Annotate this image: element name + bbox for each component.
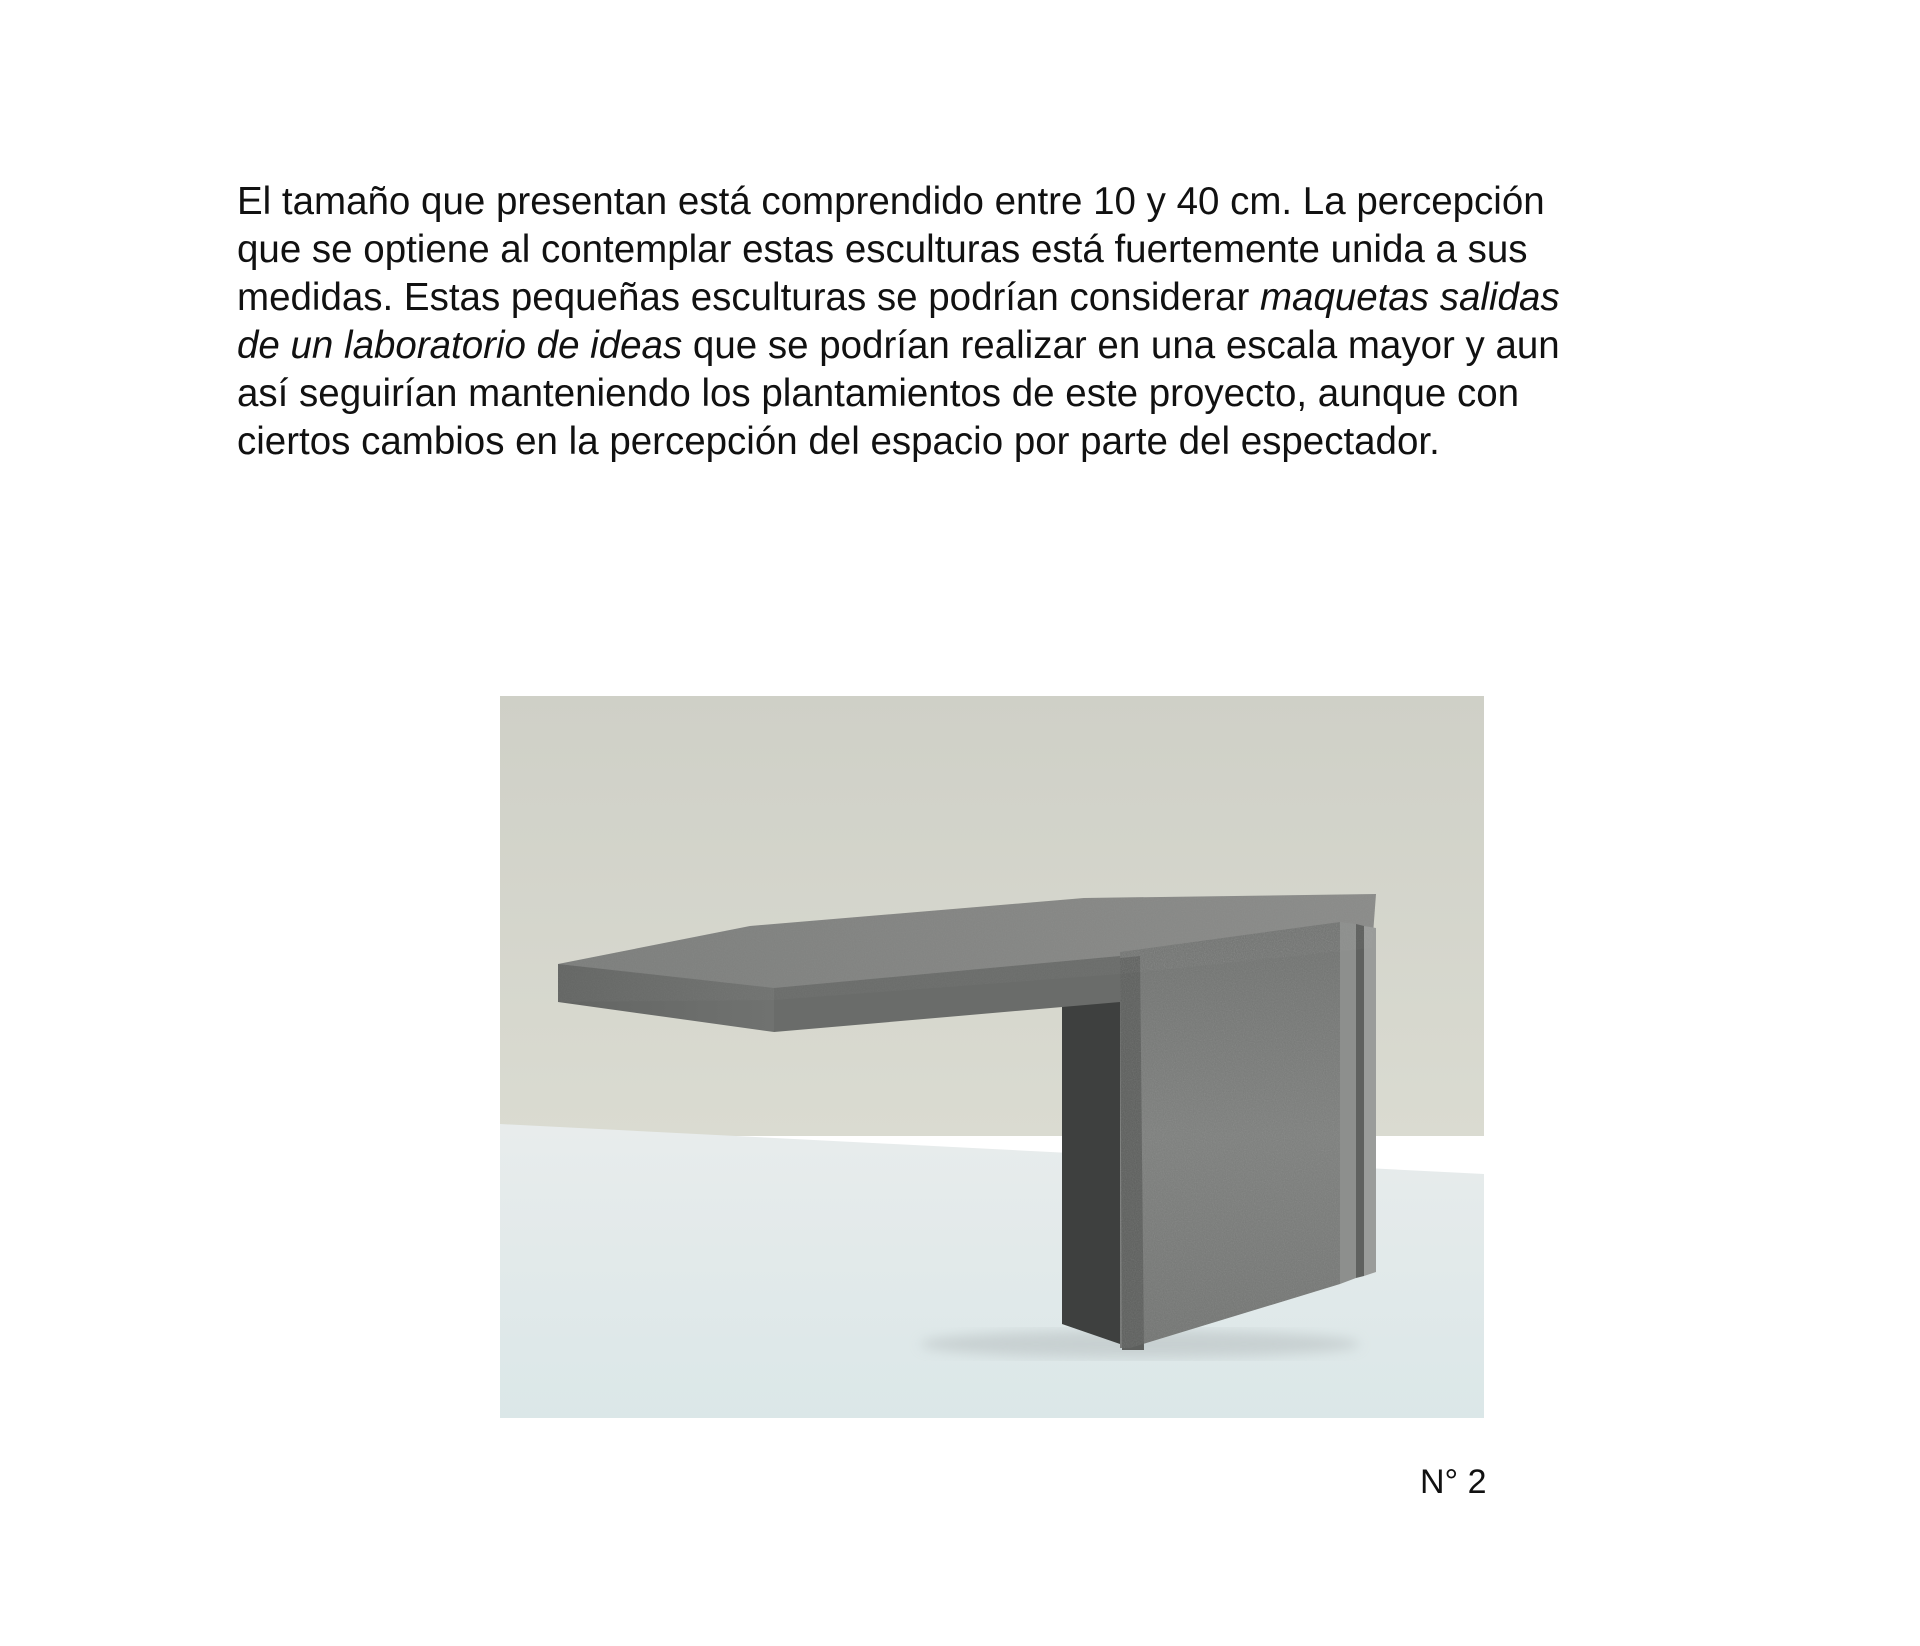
paragraph-line-5: así seguirían manteniendo los plantamientos de este proyecto, aunque con xyxy=(237,372,1520,415)
italic-phrase-start: maquetas salidas xyxy=(1259,276,1560,319)
paragraph-line-4-text: que se podrían realizar en una escala mayor y aun xyxy=(682,324,1560,367)
paragraph-line-1: El tamaño que presentan está comprendido entre 10 y 40 cm. La percepción xyxy=(237,180,1545,223)
paragraph-line-3 xyxy=(237,274,1697,322)
body-paragraph xyxy=(237,178,1697,466)
paragraph-line-2: que se optiene al contemplar estas esculturas está fuertemente unida a sus xyxy=(237,228,1528,271)
sculpture-illustration xyxy=(500,696,1484,1418)
sculpture-leg-groove-1 xyxy=(1340,922,1356,1284)
sculpture-photo xyxy=(500,696,1484,1418)
paragraph-line-6: ciertos cambios en la percepción del espacio por parte del espectador. xyxy=(237,420,1440,463)
figure-caption: N° 2 xyxy=(1420,1463,1487,1501)
italic-phrase-end: de un laboratorio de ideas xyxy=(237,324,683,367)
sculpture-leg-groove-2 xyxy=(1356,924,1364,1278)
sculpture-leg-groove-3 xyxy=(1364,926,1376,1276)
paragraph-line-4 xyxy=(237,322,1697,370)
paragraph-line-3-text: medidas. Estas pequeñas esculturas se podrían considerar xyxy=(237,276,1260,319)
sculpture-inner-leg xyxy=(1062,986,1120,1344)
